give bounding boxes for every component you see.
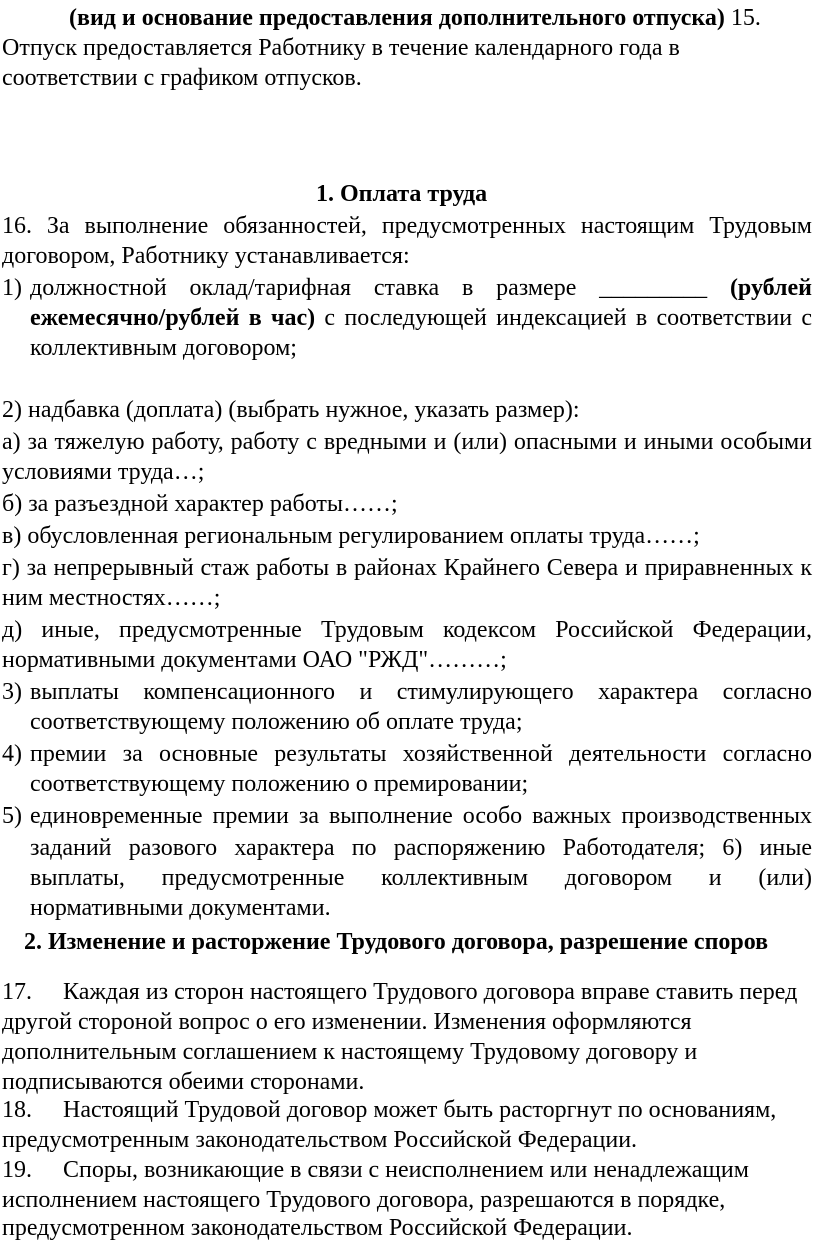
leave-text-line: Отпуск предоставляется Работнику в течение календарного года в bbox=[2, 35, 680, 61]
pay-item1-bold: (рублей bbox=[729, 275, 812, 301]
pay-item1-text: с последующей индексацией в соответствии с bbox=[324, 305, 813, 331]
pay-item1-line2 bbox=[30, 304, 812, 332]
pay-intro-line: договором, Работнику устанавливается: bbox=[2, 243, 410, 269]
section-title-change: 2. Изменение и расторжение Трудового договора, разрешение споров bbox=[24, 929, 769, 955]
p17-line: подписываются обеими сторонами. bbox=[2, 1069, 365, 1095]
paragraph-number: 19. bbox=[2, 1157, 32, 1183]
pay-item1-line3: коллективным договором; bbox=[30, 335, 297, 361]
list-number: 3) bbox=[2, 679, 22, 705]
pay-item1-line1 bbox=[30, 274, 812, 302]
pay-item1-text: должностной оклад/тарифная ставка в размере _________ bbox=[30, 275, 708, 301]
paragraph-number: 18. bbox=[2, 1097, 32, 1123]
leave-heading-bold: (вид и основание предоставления дополнительного отпуска) bbox=[69, 5, 725, 31]
p17-line: Каждая из сторон настоящего Трудового договора вправе ставить перед bbox=[63, 979, 798, 1005]
pay-item2-a: а) за тяжелую работу, работу с вредными и (или) опасными и иными особыми bbox=[2, 429, 812, 455]
p17-line: дополнительным соглашением к настоящему Трудовому договору и bbox=[2, 1039, 698, 1065]
list-number: 4) bbox=[2, 741, 22, 767]
pay-item2-g: г) за непрерывный стаж работы в районах Крайнего Севера и приравненных к bbox=[2, 555, 812, 581]
p19-line: исполнением настоящего Трудового договора, разрешаются в порядке, bbox=[2, 1187, 726, 1213]
p17-line: другой стороной вопрос о его изменении. Изменения оформляются bbox=[2, 1009, 692, 1035]
p19-line: Споры, возникающие в связи с неисполнением или ненадлежащим bbox=[63, 1157, 749, 1183]
pay-item5-line: нормативными документами. bbox=[30, 895, 331, 921]
pay-item5-line: единовременные премии за выполнение особо важных производственных bbox=[30, 803, 812, 829]
p18-line: предусмотренным законодательством Российской Федерации. bbox=[2, 1127, 638, 1153]
pay-intro-line: 16. За выполнение обязанностей, предусмотренных настоящим Трудовым bbox=[2, 213, 812, 239]
leave-text-line: соответствии с графиком отпусков. bbox=[2, 65, 362, 91]
section-title-pay: 1. Оплата труда bbox=[316, 181, 488, 207]
pay-item2-a: условиями труда…; bbox=[2, 459, 205, 485]
leave-item-number: 15. bbox=[730, 5, 761, 31]
list-number: 1) bbox=[2, 275, 22, 301]
pay-item5-line: заданий разового характера по распоряжению Работодателя; 6) иные bbox=[30, 835, 812, 861]
p18-line: Настоящий Трудовой договор может быть расторгнут по основаниям, bbox=[63, 1097, 777, 1123]
p19-line: предусмотренном законодательством Российской Федерации. bbox=[2, 1215, 633, 1241]
pay-item2-head: 2) надбавка (доплата) (выбрать нужное, указать размер): bbox=[2, 397, 580, 423]
pay-item4-line: премии за основные результаты хозяйственной деятельности согласно bbox=[30, 741, 812, 767]
pay-item1-bold: ежемесячно/рублей в час) bbox=[30, 305, 316, 331]
paragraph-number: 17. bbox=[2, 979, 32, 1005]
pay-item2-d: нормативными документами ОАО "РЖД"………; bbox=[2, 647, 507, 673]
pay-item3-line: соответствующему положению об оплате труда; bbox=[30, 709, 523, 735]
pay-item2-g: ним местностях……; bbox=[2, 585, 221, 611]
pay-item5-line: выплаты, предусмотренные коллективным договором и (или) bbox=[30, 865, 812, 891]
pay-item2-d: д) иные, предусмотренные Трудовым кодексом Российской Федерации, bbox=[2, 617, 812, 643]
pay-item2-b: б) за разъездной характер работы……; bbox=[2, 491, 398, 517]
leave-heading bbox=[69, 4, 761, 32]
list-number: 5) bbox=[2, 803, 22, 829]
pay-item4-line: соответствующему положению о премировании; bbox=[30, 771, 529, 797]
pay-item2-v: в) обусловленная региональным регулированием оплаты труда……; bbox=[2, 523, 700, 549]
pay-item3-line: выплаты компенсационного и стимулирующего характера согласно bbox=[30, 679, 812, 705]
